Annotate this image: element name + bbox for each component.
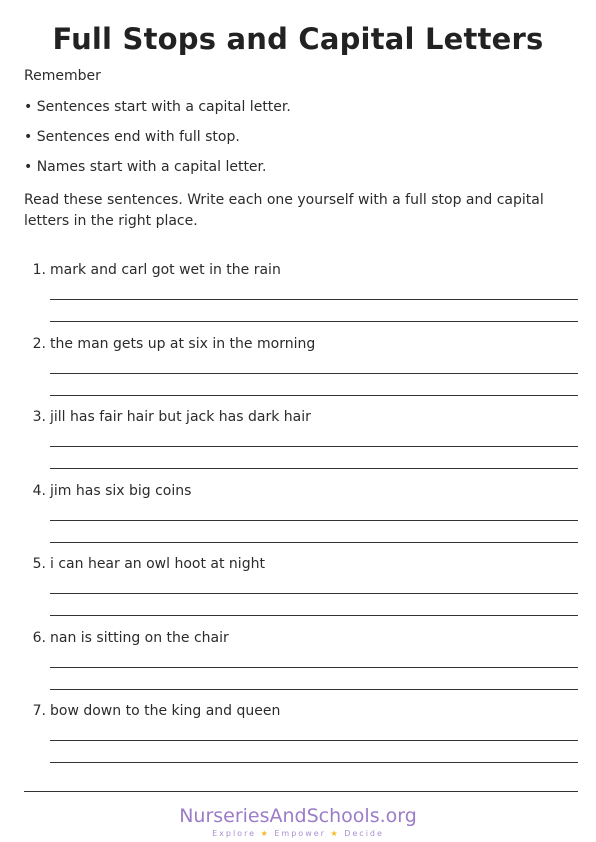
question-item <box>0 336 596 410</box>
answer-line[interactable] <box>50 299 578 300</box>
worksheet-title: Full Stops and Capital Letters <box>52 22 544 56</box>
answer-line[interactable] <box>50 689 578 690</box>
question-number: 3. <box>32 409 46 425</box>
question-sentence: nan is sitting on the chair <box>50 629 229 646</box>
answer-line[interactable] <box>50 593 578 594</box>
footer-divider <box>24 791 578 792</box>
answer-line[interactable] <box>50 740 578 741</box>
rule-item: • Sentences start with a capital letter. <box>24 99 291 115</box>
answer-line[interactable] <box>50 615 578 616</box>
star-icon: ★ <box>260 829 270 838</box>
question-sentence: the man gets up at six in the morning <box>50 335 316 352</box>
question-sentence: i can hear an owl hoot at night <box>50 556 265 572</box>
question-item <box>0 409 596 483</box>
answer-line[interactable] <box>50 395 578 396</box>
brand-tagline <box>0 829 596 838</box>
tagline-word: Explore <box>212 829 257 838</box>
answer-line[interactable] <box>50 667 578 668</box>
question-number: 5. <box>32 556 46 572</box>
instructions: Read these sentences. Write each one yourself with a full stop and capital letters in the right place. <box>24 192 544 229</box>
question-list <box>0 262 596 777</box>
tagline-word: Empower <box>274 829 326 838</box>
answer-line[interactable] <box>50 520 578 521</box>
rule-item: • Names start with a capital letter. <box>24 159 267 175</box>
brand-logo-text: NurseriesAndSchools.org <box>179 805 417 827</box>
remember-heading: Remember <box>24 68 101 84</box>
answer-line[interactable] <box>50 373 578 374</box>
question-number: 2. <box>32 335 46 352</box>
answer-line[interactable] <box>50 762 578 763</box>
question-item <box>0 483 596 557</box>
question-sentence: jim has six big coins <box>50 482 192 499</box>
question-number: 6. <box>32 629 46 646</box>
answer-line[interactable] <box>50 542 578 543</box>
tagline-word: Decide <box>344 829 384 838</box>
question-number: 1. <box>32 262 46 278</box>
answer-line[interactable] <box>50 321 578 322</box>
answer-line[interactable] <box>50 468 578 469</box>
question-item <box>0 630 596 704</box>
question-item <box>0 703 596 777</box>
question-sentence: bow down to the king and queen <box>50 703 281 719</box>
answer-line[interactable] <box>50 446 578 447</box>
question-number: 4. <box>32 482 46 499</box>
question-sentence: jill has fair hair but jack has dark hair <box>50 409 311 425</box>
rules-list <box>24 98 291 188</box>
question-item <box>0 262 596 336</box>
star-icon: ★ <box>330 829 340 838</box>
question-item <box>0 556 596 630</box>
rule-item: • Sentences end with full stop. <box>24 129 240 145</box>
question-number: 7. <box>32 703 46 719</box>
question-sentence: mark and carl got wet in the rain <box>50 262 281 278</box>
